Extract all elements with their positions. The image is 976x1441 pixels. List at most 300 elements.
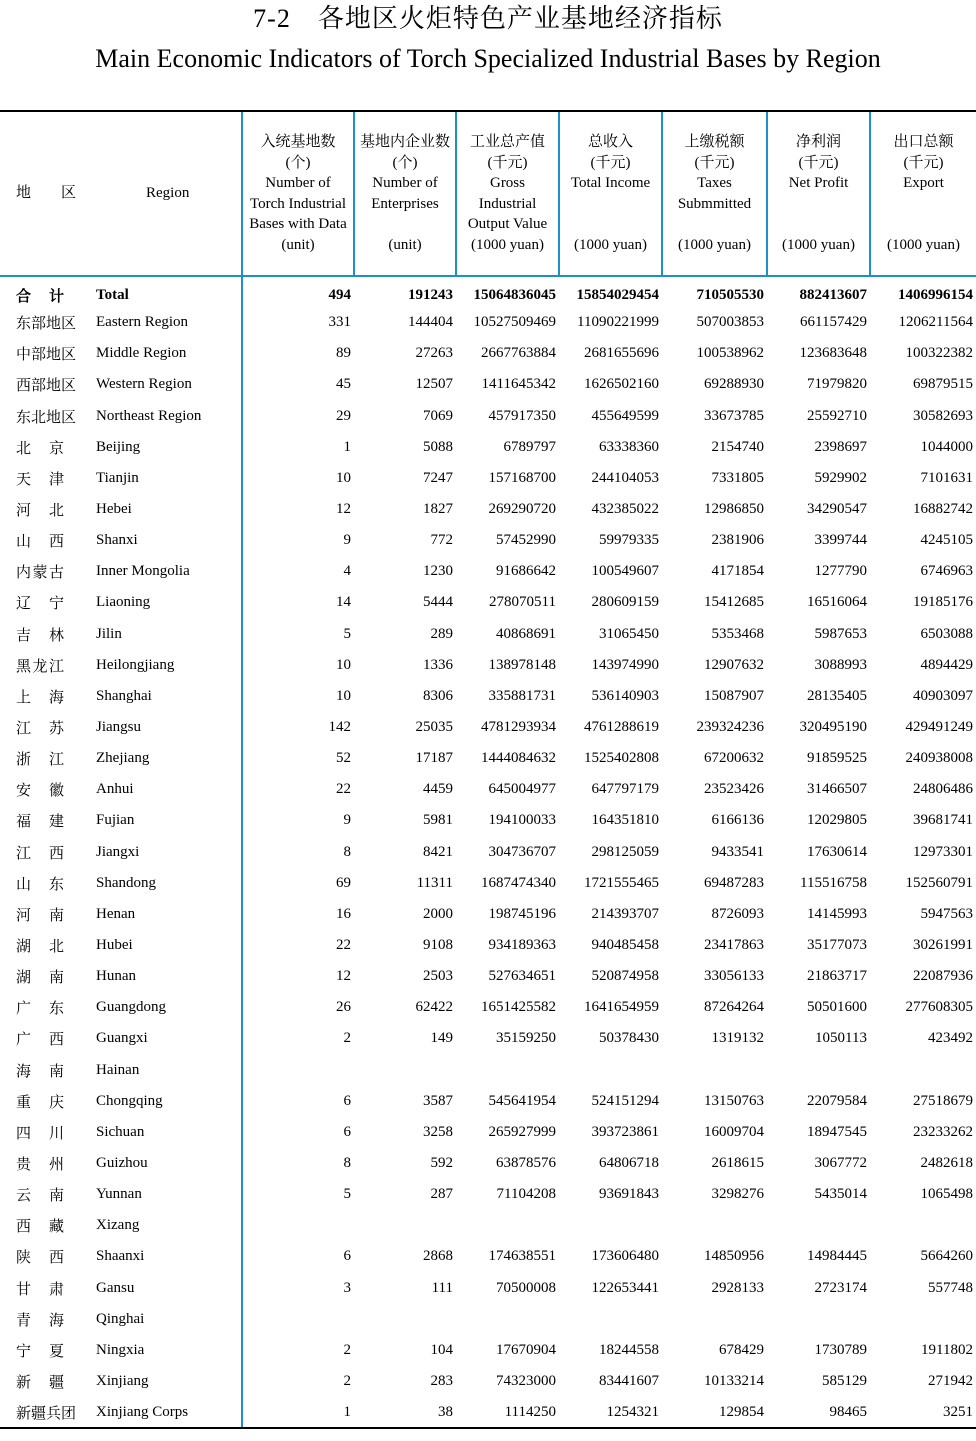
table-row: [0, 650, 976, 681]
region-name-en: Shandong: [96, 874, 156, 891]
table-cell: 4459: [423, 781, 453, 798]
region-name-en: Xinjiang: [96, 1372, 149, 1389]
table-cell: 524151294: [591, 1092, 659, 1109]
region-name-en: Yunnan: [96, 1186, 142, 1203]
table-cell: 191243: [408, 286, 453, 303]
table-cell: 27518679: [913, 1092, 973, 1109]
table-cell: 3088993: [814, 656, 867, 673]
table-cell: 64806718: [599, 1155, 659, 1171]
table-cell: 173606480: [591, 1248, 659, 1265]
table-cell: 59979335: [599, 532, 659, 549]
table-cell: 12029805: [807, 812, 867, 829]
table-cell: 429491249: [905, 719, 973, 736]
region-name-cn: 江西: [16, 845, 64, 862]
region-name-cn: 四川: [16, 1125, 64, 1142]
column-header-unit-cn: (个): [285, 154, 311, 171]
table-cell: 5: [242, 619, 354, 650]
table-cell: 2: [242, 1366, 354, 1397]
table-cell: 45: [242, 369, 354, 400]
table-cell: 1206211564: [898, 314, 973, 331]
region-name-cn: 内蒙古: [16, 565, 64, 582]
table-cell: 5929902: [814, 469, 867, 486]
table-cell: 5088: [423, 438, 453, 455]
table-row: [0, 1397, 976, 1428]
column-header-unit-cn: (个): [392, 154, 418, 171]
region-name-en: Tianjin: [96, 469, 139, 486]
table-cell: 9: [242, 805, 354, 836]
table-cell: 3298276: [711, 1186, 764, 1203]
table-cell: 280609159: [591, 594, 659, 611]
table-cell: 12973301: [913, 843, 973, 860]
table-row: [0, 432, 976, 463]
table-cell: 6: [242, 1086, 354, 1117]
table-cell: 278070511: [489, 594, 556, 611]
table-cell: 8726093: [711, 905, 764, 922]
table-cell: 18947545: [807, 1123, 867, 1140]
table-cell: 12: [242, 961, 354, 992]
table-cell: 12: [242, 494, 354, 525]
region-name-cn: 上海: [16, 689, 64, 706]
region-name-cn: 重庆: [16, 1094, 64, 1111]
table-cell: 1911802: [921, 1341, 973, 1358]
table-row: [0, 1148, 976, 1179]
table-cell: 1730789: [814, 1341, 867, 1358]
column-header-en: [560, 194, 661, 215]
table-cell: 7101631: [920, 469, 973, 486]
region-name-cn: 湖北: [16, 939, 64, 956]
table-cell: 1641654959: [584, 999, 659, 1016]
table-cell: 89: [242, 338, 354, 369]
table-cell: 5987653: [814, 625, 867, 642]
table-cell: 115516758: [800, 874, 867, 891]
total-row: [0, 276, 976, 307]
table-cell: 87264264: [704, 999, 764, 1016]
table-cell: 4: [242, 556, 354, 587]
table-cell: 9433541: [711, 843, 764, 860]
table-cell: 545641954: [488, 1092, 556, 1109]
table-cell: 3399744: [814, 532, 867, 549]
table-cell: 15087907: [704, 687, 764, 704]
table-row: [0, 401, 976, 432]
table-cell: 1406996154: [898, 286, 973, 303]
table-cell: 35177073: [807, 937, 867, 954]
table-cell: 772: [430, 532, 453, 549]
table-row: [0, 463, 976, 494]
region-name-cn: 新疆: [16, 1374, 64, 1391]
table-cell: 30261991: [913, 937, 973, 954]
table-row: [0, 587, 976, 618]
region-name-en: Shaanxi: [96, 1248, 145, 1265]
table-cell: 26: [242, 992, 354, 1023]
region-name-en: Guangdong: [96, 999, 166, 1016]
region-name-cn: 福建: [16, 814, 64, 831]
table-cell: 1230: [423, 563, 453, 580]
region-name-cn: 东部地区: [16, 316, 77, 333]
table-cell: 1651425582: [481, 999, 556, 1016]
region-name-en: Henan: [96, 905, 136, 922]
table-cell: 1411645342: [481, 376, 556, 393]
region-name-en: Shanxi: [96, 532, 138, 549]
table-cell: 277608305: [905, 999, 973, 1016]
table-cell: 1525402808: [584, 750, 659, 767]
table-cell: 320495190: [799, 719, 867, 736]
region-name-cn: 河南: [16, 907, 64, 924]
column-header-cn: 总收入: [587, 134, 633, 150]
table-cell: [354, 1055, 456, 1086]
table-cell: 244104053: [591, 469, 659, 486]
table-cell: 100549607: [591, 563, 659, 580]
region-name-en: Chongqing: [96, 1092, 163, 1109]
table-cell: 10133214: [704, 1372, 764, 1389]
table-cell: [242, 1210, 354, 1241]
table-cell: 2482618: [920, 1155, 973, 1171]
table-row: [0, 774, 976, 805]
table-cell: 22: [242, 774, 354, 805]
table-cell: 31065450: [599, 625, 659, 642]
table-cell: 149: [430, 1030, 453, 1047]
region-name-en: Inner Mongolia: [96, 563, 190, 580]
table-cell: 123683648: [799, 345, 867, 362]
table-cell: 1044000: [920, 438, 973, 455]
table-cell: 93691843: [599, 1186, 659, 1203]
table-cell: 144404: [408, 314, 453, 331]
table-cell: 16009704: [704, 1123, 764, 1140]
region-name-cn: 海南: [16, 1063, 64, 1080]
region-name-cn: 辽宁: [16, 596, 64, 613]
region-name-cn: 江苏: [16, 721, 64, 738]
table-cell: 14984445: [807, 1248, 867, 1265]
table-row: [0, 712, 976, 743]
table-cell: 432385022: [591, 501, 659, 518]
table-cell: 265927999: [488, 1123, 556, 1140]
table-cell: [767, 1210, 870, 1241]
table-cell: 69288930: [704, 376, 764, 393]
table-cell: 10527509469: [473, 314, 556, 331]
table-cell: [559, 1210, 662, 1241]
table-row: [0, 805, 976, 836]
table-cell: 585129: [822, 1372, 867, 1389]
region-name-en: Guizhou: [96, 1155, 148, 1171]
table-cell: 8421: [423, 843, 453, 860]
table-cell: 24806486: [913, 781, 973, 798]
table-row: [0, 1179, 976, 1210]
region-name-en: Heilongjiang: [96, 656, 175, 673]
region-name-cn: 广西: [16, 1032, 64, 1049]
table-cell: [242, 1055, 354, 1086]
column-header-taxes: [662, 111, 767, 276]
table-cell: 4781293934: [481, 719, 556, 736]
table-cell: 63878576: [496, 1155, 556, 1171]
table-cell: 69487283: [704, 874, 764, 891]
table-cell: 647797179: [591, 781, 659, 798]
table-cell: 1: [242, 1397, 354, 1428]
table-cell: 15854029454: [576, 286, 659, 303]
table-cell: 1444084632: [481, 750, 556, 767]
table-cell: 104: [430, 1341, 453, 1358]
table-cell: 289: [430, 625, 453, 642]
region-name-cn: 中部地区: [16, 347, 77, 364]
column-header-en: Output Value: [467, 216, 548, 232]
table-cell: [767, 1304, 870, 1335]
column-header-en: [768, 194, 869, 215]
region-name-cn: 西部地区: [16, 378, 77, 395]
table-cell: 67200632: [704, 750, 764, 767]
column-header-cn: 净利润: [795, 134, 841, 150]
region-name-en: Xinjiang Corps: [80, 1397, 242, 1428]
column-header-en: Net Profit: [788, 175, 849, 191]
table-cell: 14850956: [704, 1248, 764, 1265]
table-cell: 7331805: [711, 469, 764, 486]
table-row: [0, 837, 976, 868]
table-cell: 3587: [423, 1092, 453, 1109]
page-title-cn: 7-2 各地区火炬特色产业基地经济指标: [253, 4, 723, 33]
table-cell: 62422: [415, 999, 453, 1016]
region-name-en: Ningxia: [96, 1341, 145, 1358]
table-cell: 214393707: [591, 905, 659, 922]
table-cell: 557748: [928, 1279, 973, 1296]
table-cell: 7247: [423, 469, 453, 486]
table-cell: 5947563: [920, 905, 973, 922]
table-cell: 33673785: [704, 407, 764, 424]
table-cell: 5444: [423, 594, 453, 611]
table-cell: 16: [242, 899, 354, 930]
table-cell: 3067772: [814, 1155, 867, 1171]
table-cell: [456, 1055, 559, 1086]
table-cell: 142: [242, 712, 354, 743]
table-cell: 100322382: [905, 345, 973, 362]
table-cell: [242, 1304, 354, 1335]
region-name-en: Hubei: [96, 937, 133, 954]
indicators-table: [0, 110, 976, 1429]
table-row: [0, 619, 976, 650]
column-header-unit-en: (unit): [281, 236, 315, 253]
region-name-cn: 北京: [16, 440, 64, 457]
table-cell: 6166136: [711, 812, 764, 829]
table-cell: 25592710: [807, 407, 867, 424]
region-name-cn: 东北地区: [16, 409, 77, 426]
table-cell: 7069: [423, 407, 453, 424]
region-name-cn: 宁夏: [16, 1343, 64, 1360]
table-cell: [354, 1210, 456, 1241]
region-name-en: Qinghai: [96, 1310, 145, 1327]
region-name-en: Jilin: [96, 625, 122, 642]
table-cell: 31466507: [807, 781, 867, 798]
table-cell: 91859525: [807, 750, 867, 767]
table-cell: 4761288619: [584, 719, 659, 736]
table-cell: 304736707: [488, 843, 556, 860]
table-cell: 536140903: [591, 687, 659, 704]
table-cell: 143974990: [591, 656, 659, 673]
column-header-income: [559, 111, 662, 276]
column-header-unit-cn: (千元): [487, 154, 528, 171]
column-header-profit: [767, 111, 870, 276]
region-name-en: Jiangsu: [96, 719, 141, 736]
table-cell: 16882742: [913, 501, 973, 518]
table-cell: 5435014: [814, 1186, 867, 1203]
table-row: [0, 681, 976, 712]
table-cell: 35159250: [496, 1030, 556, 1047]
column-header-en: Taxes: [697, 175, 732, 191]
table-cell: 14: [242, 587, 354, 618]
table-cell: [767, 1055, 870, 1086]
table-cell: 5: [242, 1179, 354, 1210]
region-name-cn: 浙江: [16, 752, 64, 769]
table-cell: 457917350: [488, 407, 556, 424]
table-cell: 3: [242, 1273, 354, 1304]
column-header-en: [355, 214, 455, 235]
table-cell: 50501600: [807, 999, 867, 1016]
table-cell: 455649599: [591, 407, 659, 424]
table-cell: 69: [242, 868, 354, 899]
column-header-en: [560, 214, 661, 235]
region-name-cn: 陕西: [16, 1250, 64, 1267]
table-cell: 18244558: [599, 1341, 659, 1358]
table-cell: 269290720: [488, 501, 556, 518]
table-row: [0, 1117, 976, 1148]
table-cell: 6503088: [920, 625, 973, 642]
table-cell: 40868691: [496, 625, 556, 642]
table-cell: 74323000: [496, 1372, 556, 1389]
table-cell: 52: [242, 743, 354, 774]
table-cell: 4171854: [711, 563, 764, 580]
table-cell: 240938008: [905, 750, 973, 767]
table-cell: 645004977: [488, 781, 556, 798]
table-cell: 34290547: [807, 501, 867, 518]
table-cell: 91686642: [496, 563, 556, 580]
table-cell: 2667763884: [481, 345, 556, 362]
table-cell: 2000: [423, 905, 453, 922]
table-cell: 17630614: [807, 843, 867, 860]
table-cell: 882413607: [799, 286, 867, 303]
table-cell: [662, 1304, 767, 1335]
header-row: [0, 111, 976, 276]
region-name-cn: 黑龙江: [16, 658, 64, 675]
region-name-cn: 新疆兵团: [0, 1397, 80, 1428]
table-cell: 98465: [767, 1397, 870, 1428]
region-name-cn: 湖南: [16, 970, 64, 987]
table-cell: 10: [242, 463, 354, 494]
table-cell: 4894429: [920, 656, 973, 673]
table-cell: 4245105: [920, 532, 973, 549]
table-cell: 2381906: [711, 532, 764, 549]
column-header-bases: [242, 111, 354, 276]
region-name-en: Fujian: [96, 812, 135, 829]
column-header-unit-en: (1000 yuan): [471, 236, 544, 253]
column-header-en: Gross: [489, 175, 525, 191]
table-cell: 8: [242, 837, 354, 868]
region-name-en: Gansu: [96, 1279, 135, 1296]
table-cell: 194100033: [488, 812, 556, 829]
table-cell: 6: [242, 1241, 354, 1272]
table-cell: [456, 1210, 559, 1241]
table-cell: 69879515: [913, 376, 973, 393]
table-cell: 57452990: [496, 532, 556, 549]
table-cell: 174638551: [488, 1248, 556, 1265]
region-name-cn: 安徽: [16, 783, 64, 800]
region-name-cn: 合计: [16, 288, 64, 305]
column-header-en: Number of: [372, 175, 438, 191]
table-cell: 30582693: [913, 407, 973, 424]
region-name-cn: 甘肃: [16, 1281, 64, 1298]
table-cell: 520874958: [591, 968, 659, 985]
table-cell: 38: [354, 1397, 456, 1428]
table-cell: 157168700: [488, 469, 556, 486]
table-cell: 5353468: [711, 625, 764, 642]
region-name-en: Sichuan: [96, 1123, 145, 1140]
table-cell: 33056133: [704, 968, 764, 985]
region-name-en: Total: [96, 286, 129, 303]
table-cell: 6789797: [503, 438, 556, 455]
table-cell: 1336: [423, 656, 453, 673]
table-cell: 423492: [928, 1030, 973, 1047]
table-row: [0, 868, 976, 899]
column-header-en: [871, 194, 976, 215]
table-cell: 283: [430, 1372, 453, 1389]
table-cell: 527634651: [488, 968, 556, 985]
column-header-en: Torch Industrial: [249, 195, 346, 212]
table-cell: 15412685: [704, 594, 764, 611]
region-name-en: Guangxi: [96, 1030, 148, 1047]
region-name-en: Zhejiang: [96, 750, 150, 767]
table-cell: 1626502160: [584, 376, 659, 393]
column-header-en: [768, 214, 869, 235]
table-cell: 12907632: [704, 656, 764, 673]
column-header-cn: 基地内企业数: [359, 134, 450, 150]
table-cell: 335881731: [488, 687, 556, 704]
column-header-cn: 入统基地数: [260, 134, 336, 150]
table-row: [0, 556, 976, 587]
table-cell: 1721555465: [584, 874, 659, 891]
region-name-en: Xizang: [96, 1217, 140, 1234]
region-name-cn: 贵州: [16, 1157, 64, 1173]
table-cell: 15064836045: [473, 286, 556, 303]
column-header-en: Submmitted: [677, 195, 752, 212]
table-cell: 11311: [416, 874, 453, 891]
region-name-en: Anhui: [96, 781, 134, 798]
column-header-en: Total Income: [570, 175, 651, 191]
table-cell: 1050113: [815, 1030, 867, 1047]
column-header-enterprises: [354, 111, 456, 276]
table-cell: 2: [242, 1023, 354, 1054]
table-row: [0, 525, 976, 556]
table-cell: 12986850: [704, 501, 764, 518]
column-header-en: Industrial: [478, 195, 537, 212]
table-cell: 507003853: [696, 314, 764, 331]
table-cell: 2723174: [814, 1279, 867, 1296]
table-row: [0, 930, 976, 961]
column-header-unit-cn: (千元): [694, 154, 735, 171]
table-cell: [559, 1304, 662, 1335]
table-cell: 494: [242, 276, 354, 307]
region-name-en: Hunan: [96, 968, 136, 985]
table-cell: 22087936: [913, 968, 973, 985]
table-cell: 2154740: [711, 438, 764, 455]
table-cell: 1827: [423, 501, 453, 518]
region-name-cn: 吉林: [16, 627, 64, 644]
table-cell: 23523426: [704, 781, 764, 798]
table-cell: 9108: [423, 937, 453, 954]
table-row: [0, 1241, 976, 1272]
table-cell: 2398697: [814, 438, 867, 455]
region-name-cn: 山西: [16, 534, 64, 551]
region-name-en: Jiangxi: [96, 843, 140, 860]
table-cell: 331: [242, 307, 354, 338]
table-cell: 29: [242, 401, 354, 432]
region-name-cn: 天津: [16, 471, 64, 488]
table-cell: 1254321: [559, 1397, 662, 1428]
column-header-unit-cn: (千元): [798, 154, 839, 171]
column-header-unit-en: (1000 yuan): [574, 236, 647, 253]
